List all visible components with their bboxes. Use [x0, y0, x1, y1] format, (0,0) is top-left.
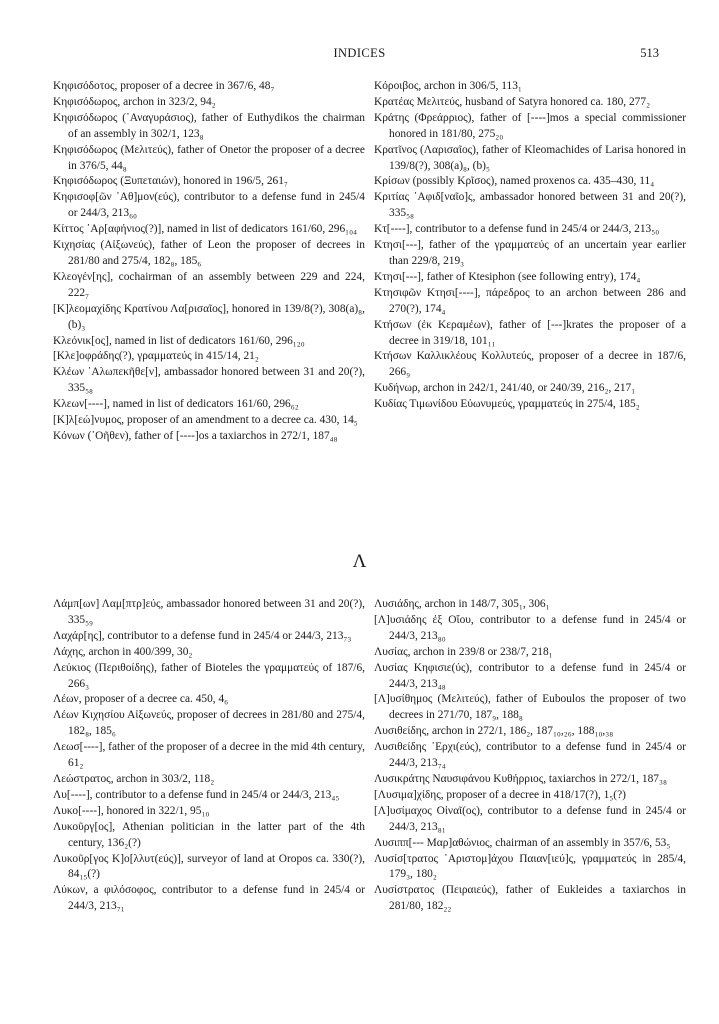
bottom-left-column	[53, 597, 365, 915]
index-entry: Κτήσων (ἐκ Κεραμέων), father of [---]krates the proposer of a decree in 319/18, 101₁₁	[374, 318, 686, 347]
index-entry: Λυσιθείδης ᾿Ερχι(εύς), contributor to a defense fund in 245/4 or 244/3, 213₇₄	[374, 741, 686, 770]
section-letter-heading: Λ	[352, 551, 367, 572]
index-entry: [Κλε]οφράδης(?), γραμματεύς in 415/14, 21₂	[53, 350, 259, 363]
index-entry: Κηφισόδωρος (᾿Αναγυράσιος), father of Euthydikos the chairman of an assembly in 302/1, 123₈	[53, 111, 365, 140]
index-entry: Κρατῖνος (Λαρισαῖος), father of Kleomachides of Larisa honored in 139/8(?), 308(a)₈, (b)₅	[374, 143, 686, 172]
top-right-column	[374, 79, 686, 413]
index-entry: Κηφισόδωρος (Ξυπεταιών), honored in 196/5, 261₇	[53, 175, 288, 188]
index-entry: Λάχης, archon in 400/399, 30₂	[53, 645, 193, 658]
index-entry: Κλεόνικ[ος], named in list of dedicators 161/60, 296₁₂₀	[53, 334, 305, 347]
index-entry: Κρατέας Μελιτεύς, husband of Satyra honored ca. 180, 277₂	[374, 95, 651, 108]
index-entry: Κυδίας Τιμωνίδου Εὐωνυμεύς, γραμματεύς in 275/4, 185₂	[374, 398, 640, 411]
index-entry: Λέων, proposer of a decree ca. 450, 4₆	[53, 693, 229, 706]
index-entry: Κιχησίας (Αἰξωνεύς), father of Leon the proposer of decrees in 281/80 and 275/4, 182₈, 185₆	[53, 239, 365, 267]
index-entry: Κόροιβος, archon in 306/5, 113₁	[374, 80, 522, 92]
index-entry: Λυσίστρατος (Πειραιεύς), father of Eukleides a taxiarchos in 281/80, 182₂₂	[374, 884, 686, 913]
index-entry: Κριτίας ᾿Αφιδ[ναῖο]ς, ambassador honored between 31 and 20(?), 335₅₈	[374, 191, 686, 220]
index-entry: Κίττος ᾿Αρ[αφήνιος(?)], named in list of dedicators 161/60, 296₁₀₄	[53, 223, 358, 236]
page-number: 513	[640, 46, 659, 60]
index-entry: Κτήσων Καλλικλέους Κολλυτεύς, proposer of a decree in 187/6, 266₉	[374, 350, 686, 379]
index-entry: Κηφισόδοτος, proposer of a decree in 367/6, 48₇	[53, 80, 275, 92]
index-entry: Λυσιάδης, archon in 148/7, 305₁, 306₁	[374, 598, 550, 610]
index-entry: Λυσίας, archon in 239/8 or 238/7, 218₁	[374, 645, 553, 658]
index-entry: Κυδήνωρ, archon in 242/1, 241/40, or 240/39, 216₂, 217₁	[374, 382, 636, 395]
index-entry: Λεωσ[----], father of the proposer of a decree in the mid 4th century, 61₂	[53, 741, 365, 770]
index-entry: [Κ]λ[εώ]νυμος, proposer of an amendment to a decree ca. 430, 14₅	[53, 414, 358, 427]
index-entry: Κηφισοφ[ῶν ᾿Αθ]μον(εύς), contributor to a defense fund in 245/4 or 244/3, 213₆₀	[53, 191, 365, 220]
index-entry: Λεώστρατος, archon in 303/2, 118₂	[53, 772, 215, 785]
index-entry: Λυκοῦργ[ος], Athenian politician in the latter part of the 4th century, 136₂(?)	[53, 820, 365, 849]
index-entry: Κράτης (Φρεάρριος), father of [----]mos a special commissioner honored in 181/80, 275₂₀	[374, 111, 686, 140]
index-entry: Λυκο[----], honored in 322/1, 95₁₀	[53, 804, 210, 817]
index-entry: Κτησι[---], father of the γραμματεύς of an uncertain year earlier than 229/8, 219₃	[374, 239, 686, 267]
index-entry: Λυσιθείδης, archon in 272/1, 186₂, 187₁₀,₂₆, 188₁₀,₃₈	[374, 725, 614, 738]
index-entry: Λυκοῦρ[γος Κ]ο[λλυτ(εύς)], surveyor of land at Oropos ca. 330(?), 84₁₅(?)	[53, 852, 365, 881]
index-entry: Λυσιππ[--- Μαρ]αθώνιος, chairman of an assembly in 357/6, 53₅	[374, 836, 671, 849]
index-entry: Λαχάρ[ης], contributor to a defense fund in 245/4 or 244/3, 213₇₃	[53, 629, 352, 642]
index-entry: Κτησιφῶν Κτησι[----], πάρεδρος to an archon between 286 and 270(?), 174₄	[374, 286, 686, 315]
index-entry: Λύκων, a φιλόσοφος, contributor to a defense fund in 245/4 or 244/3, 213₇₁	[53, 884, 365, 913]
top-left-column	[53, 79, 365, 445]
index-entry: Κτ[----], contributor to a defense fund in 245/4 or 244/3, 213₅₀	[374, 223, 660, 236]
index-entry: Λυσίας Κηφισιε(ύς), contributor to a defense fund in 245/4 or 244/3, 213₄₈	[374, 661, 686, 690]
index-entry: [Λ]υσίμαχος Οἰναῖ(ος), contributor to a defense fund in 245/4 or 244/3, 213₈₁	[374, 804, 686, 833]
index-entry: Κλεογέν[ης], cochairman of an assembly between 229 and 224, 222₇	[53, 270, 365, 299]
index-entry: Λυ[----], contributor to a defense fund in 245/4 or 244/3, 213₄₅	[53, 788, 340, 801]
index-entry: Κηφισόδωρος, archon in 323/2, 94₂	[53, 95, 216, 108]
index-entry: [Κ]λεομαχίδης Κρατίνου Λα[ρισαῖος], honored in 139/8(?), 308(a)₈, (b)₃	[53, 302, 365, 331]
index-entry: Κρίσων (possibly Κρῖσος), named proxenos ca. 435–430, 11₄	[374, 175, 655, 188]
index-entry: Λάμπ[ων] Λαμ[πτρ]εύς, ambassador honored between 31 and 20(?), 335₅₉	[53, 598, 365, 626]
index-entry: Λυσικράτης Ναυσιφάνου Κυθήρριος, taxiarchos in 272/1, 187₃₈	[374, 772, 667, 785]
running-head	[0, 46, 719, 64]
index-entry: [Λυσιμα]χίδης, proposer of a decree in 418/17(?), 1₅(?)	[374, 788, 626, 801]
index-entry: Κόνων (᾿Οῆθεν), father of [----]os a taxiarchos in 272/1, 187₄₈	[53, 429, 338, 442]
index-entry: Λεύκιος (Περιθοίδης), father of Bioteles the γραμματεύς of 187/6, 266₃	[53, 661, 365, 690]
running-title: INDICES	[333, 46, 386, 60]
index-entry: Κλεων[----], named in list of dedicators 161/60, 296₆₂	[53, 398, 299, 411]
index-entry: Λέων Κιχησίου Αἰξωνεύς, proposer of decrees in 281/80 and 275/4, 182₈, 185₆	[53, 709, 365, 738]
index-entry: [Λ]υσίθημος (Μελιτεύς), father of Euboulos the proposer of two decrees in 271/70, 187₉, 188₈	[374, 693, 686, 722]
index-entry: Λυσίσ[τρατος ᾿Αριστομ]άχου Παιαν[ιεύ]ς, γραμματεύς in 285/4, 179₃, 180₂	[374, 852, 686, 881]
index-entry: Κλέων ᾿Αλωπεκῆθε[ν], ambassador honored between 31 and 20(?), 335₅₈	[53, 366, 365, 395]
index-entry: Κηφισόδωρος (Μελιτεύς), father of Onetor the proposer of a decree in 376/5, 44₈	[53, 143, 365, 172]
bottom-right-column	[374, 597, 686, 915]
index-entry: Κτησι[---], father of Ktesiphon (see following entry), 174₄	[374, 270, 641, 283]
index-entry: [Λ]υσιάδης ἐξ Οἴου, contributor to a defense fund in 245/4 or 244/3, 213₈₀	[374, 613, 686, 642]
